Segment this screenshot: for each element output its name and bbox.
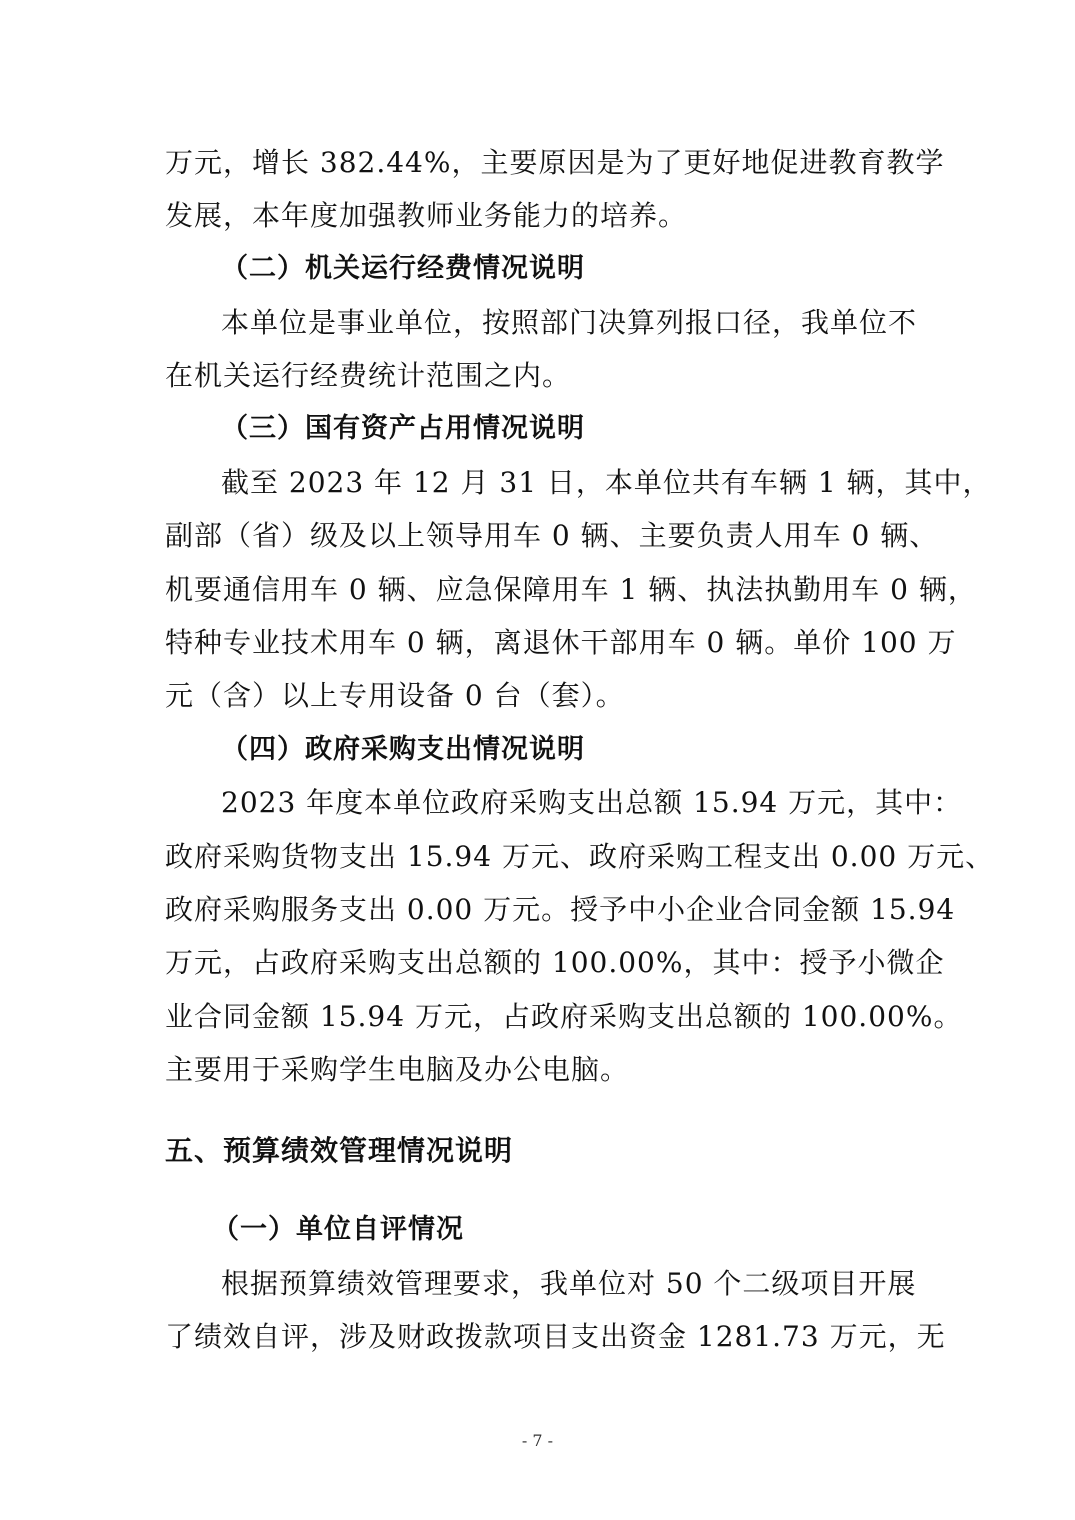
paragraph-line: 政府采购货物支出 15.94 万元、政府采购工程支出 0.00 万元、 (165, 840, 995, 873)
paragraph-line: 万元，增长 382.44%，主要原因是为了更好地促进教育教学 (165, 146, 945, 179)
paragraph-line: 了绩效自评，涉及财政拨款项目支出资金 1281.73 万元，无 (165, 1320, 946, 1353)
page-number: - 7 - (521, 1431, 554, 1450)
paragraph-line: 发展，本年度加强教师业务能力的培养。 (165, 199, 688, 232)
paragraph-line: 机要通信用车 0 辆、应急保障用车 1 辆、执法执勤用车 0 辆， (165, 573, 977, 606)
paragraph-line: 元（含）以上专用设备 0 台（套）。 (165, 679, 625, 712)
paragraph-line: 万元，占政府采购支出总额的 100.00%，其中：授予小微企 (165, 946, 945, 979)
paragraph-line: 特种专业技术用车 0 辆，离退休干部用车 0 辆。单价 100 万 (165, 626, 957, 659)
section-heading: （三）国有资产占用情况说明 (221, 413, 585, 444)
paragraph-line: 政府采购服务支出 0.00 万元。授予中小企业合同金额 15.94 (165, 893, 956, 926)
chapter-heading: 五、预算绩效管理情况说明 (165, 1134, 514, 1167)
paragraph-line: 2023 年度本单位政府采购支出总额 15.94 万元，其中： (221, 786, 963, 819)
paragraph-line: 副部（省）级及以上领导用车 0 辆、主要负责人用车 0 辆、 (165, 519, 939, 552)
paragraph-line: 本单位是事业单位，按照部门决算列报口径，我单位不 (221, 306, 918, 339)
paragraph-line: 根据预算绩效管理要求，我单位对 50 个二级项目开展 (221, 1267, 917, 1300)
paragraph-line: 业合同金额 15.94 万元，占政府采购支出总额的 100.00%。 (165, 1000, 963, 1033)
paragraph-line: 在机关运行经费统计范围之内。 (165, 359, 572, 392)
section-heading: （二）机关运行经费情况说明 (221, 253, 585, 284)
section-heading: （四）政府采购支出情况说明 (221, 734, 585, 765)
section-heading: （一）单位自评情况 (212, 1214, 464, 1245)
paragraph-line: 主要用于采购学生电脑及办公电脑。 (165, 1053, 630, 1086)
paragraph-line: 截至 2023 年 12 月 31 日，本单位共有车辆 1 辆，其中， (221, 466, 992, 499)
